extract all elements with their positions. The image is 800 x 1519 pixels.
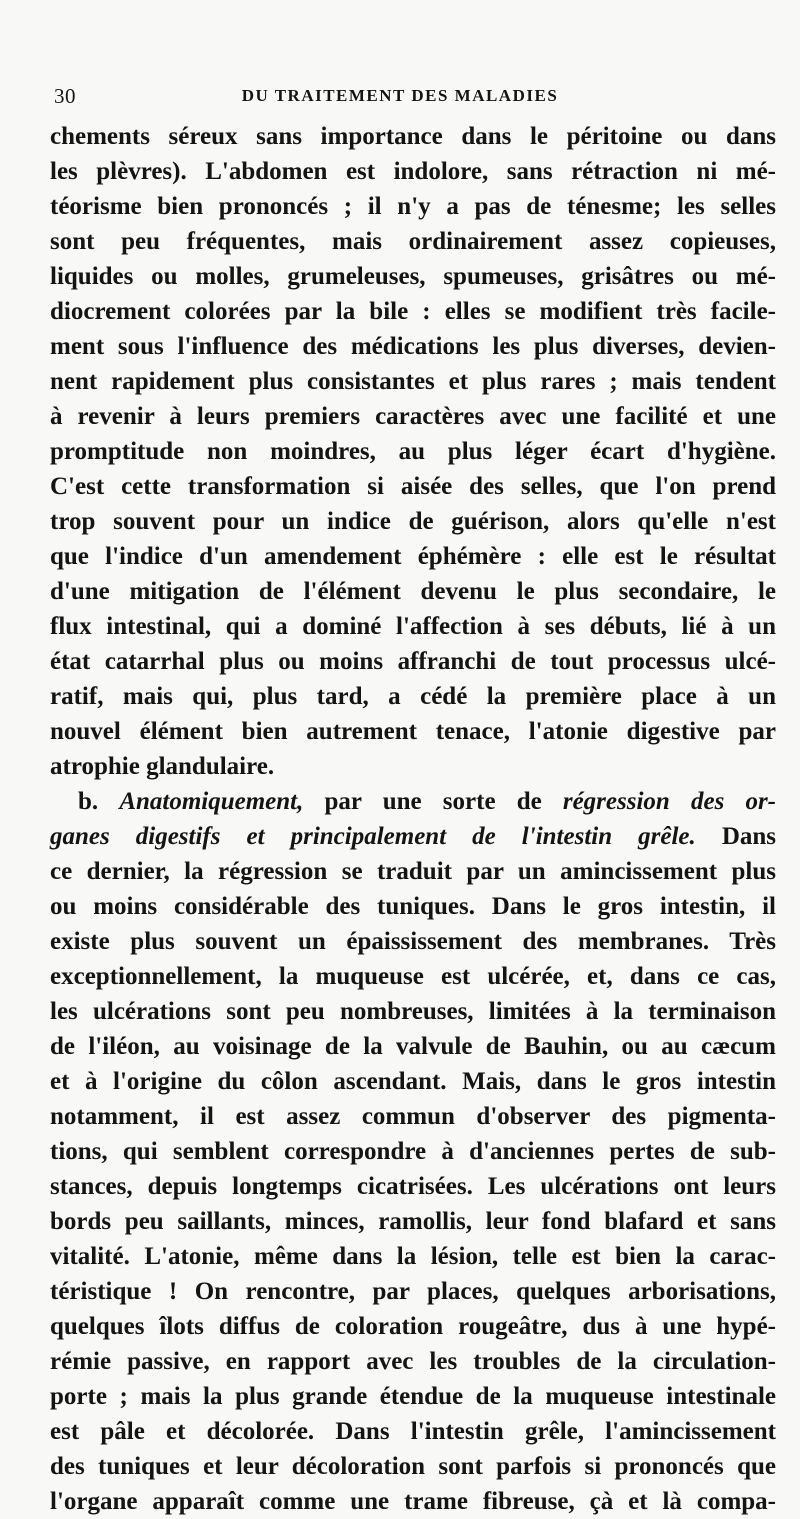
text-line: exceptionnellement, la muqueuse est ulcérée, et, dans ce cas,: [50, 963, 776, 990]
text-line: porte ; mais la plus grande étendue de la muqueuse intestinale: [50, 1383, 776, 1410]
text-line: l'organe apparaît comme une trame fibreuse, çà et là compa-: [50, 1488, 776, 1515]
text-line: C'est cette transformation si aisée des selles, que l'on prend: [50, 473, 776, 500]
text-line: chements séreux sans importance dans le péritoine ou dans: [50, 123, 776, 150]
text-line: existe plus souvent un épaississement des membranes. Très: [50, 928, 776, 955]
text-line: état catarrhal plus ou moins affranchi de tout processus ulcé-: [50, 648, 776, 675]
text-line: diocrement colorées par la bile : elles se modifient très facile-: [50, 298, 776, 325]
text-line: ratif, mais qui, plus tard, a cédé la première place à un: [50, 683, 776, 710]
text-line: promptitude non moindres, au plus léger écart d'hygiène.: [50, 438, 776, 465]
text-line: quelques îlots diffus de coloration rougeâtre, dus à une hypé-: [50, 1313, 776, 1340]
text-line: nouvel élément bien autrement tenace, l'atonie digestive par: [50, 718, 776, 745]
text-line: flux intestinal, qui a dominé l'affection à ses débuts, lié à un: [50, 613, 776, 640]
text-line: est pâle et décolorée. Dans l'intestin grêle, l'amincissement: [50, 1418, 776, 1445]
text-line: les ulcérations sont peu nombreuses, limitées à la terminaison: [50, 998, 776, 1025]
text-line: stances, depuis longtemps cicatrisées. Les ulcérations ont leurs: [50, 1173, 776, 1200]
section-plain-1: par une sorte de: [324, 788, 542, 815]
text-line: que l'indice d'un amendement éphémère : elle est le résultat: [50, 543, 776, 570]
text-line: trop souvent pour un indice de guérison, alors qu'elle n'est: [50, 508, 776, 535]
section-marker: b.: [78, 788, 99, 815]
section-line2-plain: Dans: [721, 823, 776, 850]
text-line: ou moins considérable des tuniques. Dans le gros intestin, il: [50, 893, 776, 920]
section-b-second-line: [50, 819, 776, 854]
text-line: les plèvres). L'abdomen est indolore, sans rétraction ni mé-: [50, 158, 776, 185]
page-header: [50, 80, 750, 116]
text-line: ce dernier, la régression se traduit par un amincissement plus: [50, 858, 776, 885]
text-line: et à l'origine du côlon ascendant. Mais, dans le gros intestin: [50, 1068, 776, 1095]
text-line: de l'iléon, au voisinage de la valvule de Bauhin, ou au cæcum: [50, 1033, 776, 1060]
text-line: sont peu fréquentes, mais ordinairement assez copieuses,: [50, 228, 776, 255]
text-line: des tuniques et leur décoloration sont parfois si prononcés que: [50, 1453, 776, 1480]
text-line: d'une mitigation de l'élément devenu le plus secondaire, le: [50, 578, 776, 605]
text-line: à revenir à leurs premiers caractères avec une facilité et une: [50, 403, 776, 430]
text-line: téristique ! On rencontre, par places, quelques arborisations,: [50, 1278, 776, 1305]
body-text: [50, 119, 776, 1519]
text-line: atrophie glandulaire.: [50, 753, 275, 780]
text-line: téorisme bien prononcés ; il n'y a pas de ténesme; les selles: [50, 193, 776, 220]
text-line: nent rapidement plus consistantes et plus rares ; mais tendent: [50, 368, 776, 395]
section-italic-1: Anatomiquement,: [119, 788, 304, 815]
text-line: tions, qui semblent correspondre à d'anciennes pertes de sub-: [50, 1138, 776, 1165]
page-number: 30: [54, 84, 76, 108]
text-line: bords peu saillants, minces, ramollis, leur fond blafard et sans: [50, 1208, 776, 1235]
section-line2-italic: ganes digestifs et principalement de l'intestin grêle.: [50, 823, 696, 850]
text-line: ment sous l'influence des médications les plus diverses, devien-: [50, 333, 776, 360]
text-line: liquides ou molles, grumeleuses, spumeuses, grisâtres ou mé-: [50, 263, 776, 290]
section-italic-2: régression des or-: [562, 788, 777, 815]
text-line: rémie passive, en rapport avec les troubles de la circulation-: [50, 1348, 776, 1375]
section-b-heading-line: [50, 784, 776, 819]
running-title: DU TRAITEMENT DES MALADIES: [241, 86, 559, 105]
text-line: notamment, il est assez commun d'observer des pigmenta-: [50, 1103, 776, 1130]
text-line: vitalité. L'atonie, même dans la lésion, telle est bien la carac-: [50, 1243, 776, 1270]
